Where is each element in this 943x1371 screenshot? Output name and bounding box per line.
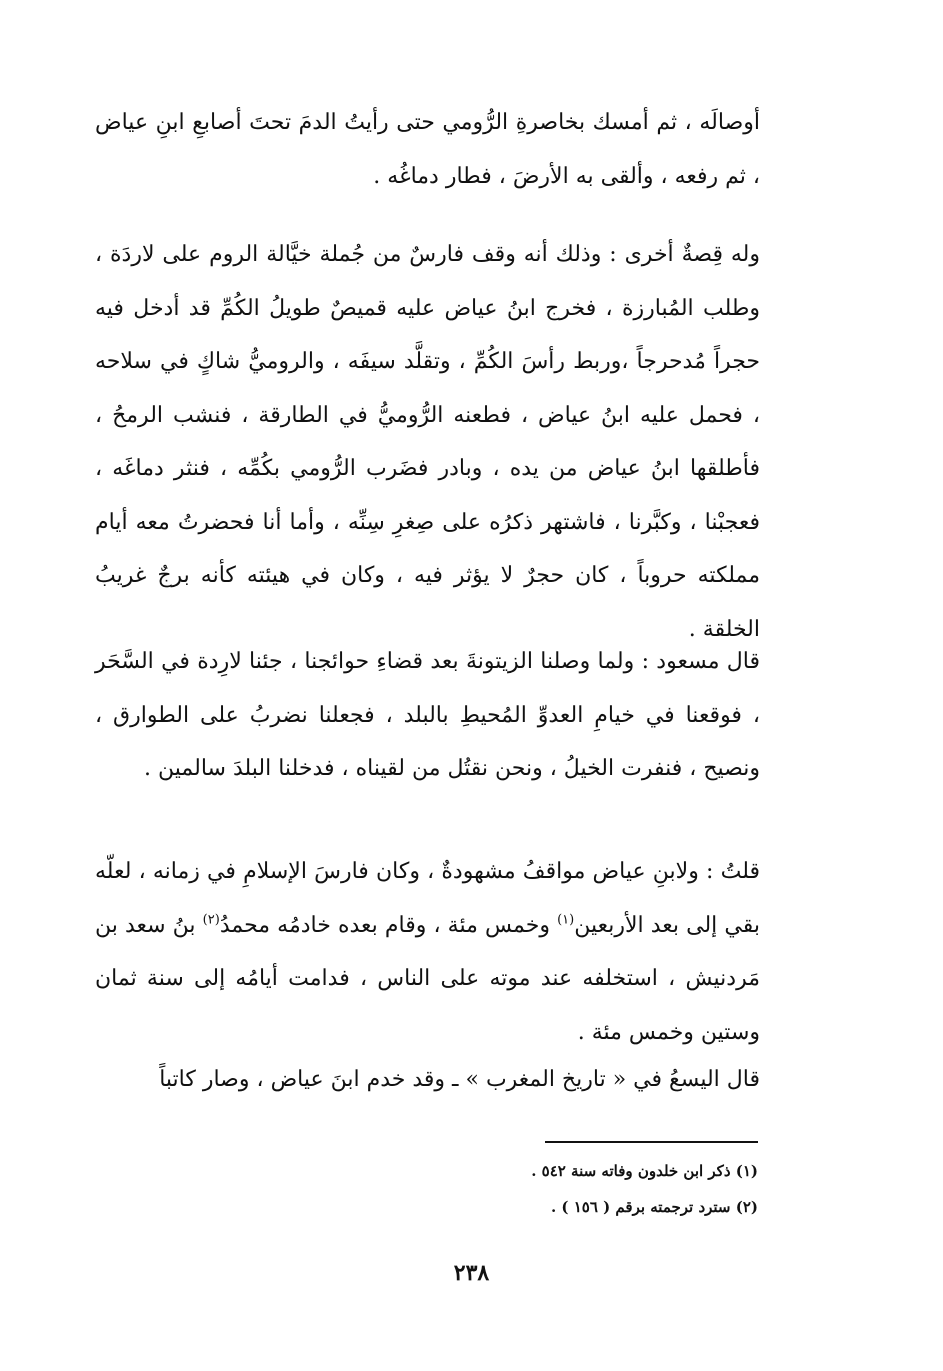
footnote-ref-1: (١)	[557, 912, 575, 928]
paragraph-1: أوصالَه ، ثم أمسك بخاصرةِ الرُّومي حتى رأيتُ الدمَ تحتَ أصابعِ ابنِ عياض ، ثم رفعه ، وألقى به الأرضَ ، فطار دماغُه .	[95, 110, 760, 189]
footnote-ref-2: (٢)	[202, 912, 220, 928]
paragraph-4	[95, 845, 760, 1059]
footnote-1: (١) ذكر ابن خلدون وفاته سنة ٥٤٢ .	[531, 1162, 758, 1180]
paragraph-2: وله قِصةٌ أخرى : وذلك أنه وقف فارسٌ من جُملة خيَّالة الروم على لاردَة ، وطلب المُبارزة ، فخرج ابنُ عياض عليه قميصٌ طويلُ الكُمِّ قد أدخل فيه حجراً مُدحرجاً ،وربط رأسَ الكُمِّ ، وتقلَّد سيفَه ، والروميُّ شاكٍ في سلاحه ، فحمل عليه ابنُ عياض ، فطعنه الرُّوميُّ في الطارقة ، فنشب الرمحُ ، فأطلقها ابنُ عياض من يده ، وبادر فضَرب الرُّومي بكُمِّه ، فنثر دماغَه ، فعجبْنا ، وكبَّرنا ، فاشتهر ذكرُه على صِغرِ سِنِّه ، وأما أنا فحضرتُ معه أيام مملكته حروباً ، كان حجرٌ لا يؤثر فيه ، وكان في هيئته كأنه برجٌ غريبُ الخلقة .	[95, 242, 760, 642]
footnote-2: (٢) سترد ترجمته برقم ( ١٥٦ ) .	[550, 1198, 758, 1216]
page-number: ٢٣٨	[453, 1260, 490, 1286]
footnote-separator	[545, 1141, 758, 1143]
paragraph-4-part-1: قلتُ : ولابنِ عياض مواقفُ مشهودةٌ ، وكان فارسَ الإسلامِ في زمانه ، لعلّه بقي إلى بعد الأربعين	[95, 859, 760, 938]
paragraph-4-part-2: وخمس مئة ، وقام بعده خادمُه محمدُ	[219, 912, 558, 938]
paragraph-3: قال مسعود : ولما وصلنا الزيتونةَ بعد قضاءِ حوائجنا ، جئنا لارِدة في السَّحَر ، فوقعنا في خيامِ العدوِّ المُحيطِ بالبلد ، فجعلنا نضربُ على الطوارق ، ونصيح ، فنفرت الخيلُ ، ونحن نقتُل من لقيناه ، فدخلنا البلدَ سالمين .	[95, 649, 760, 781]
paragraph-5: قال اليسعُ في « تاريخ المغرب » ـ وقد خدم ابنَ عياض ، وصار كاتباً	[159, 1067, 760, 1092]
paragraph-4-part-3: بنُ سعد بن مَردنيش ، استخلفه عند موته على الناس ، فدامت أيامُه إلى سنة ثمان وستين وخمس مئة .	[95, 912, 760, 1045]
